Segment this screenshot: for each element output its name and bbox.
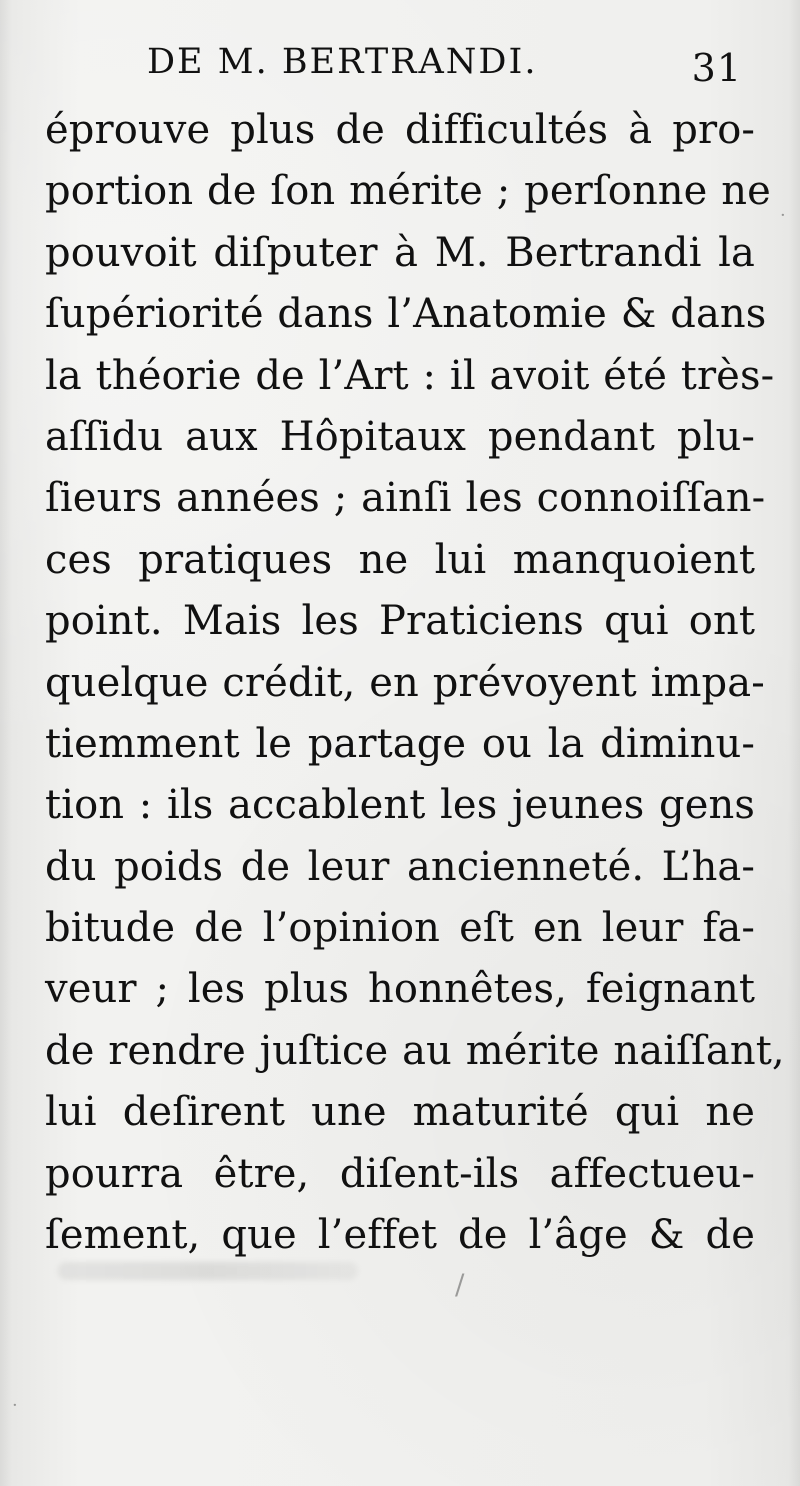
left-page-shadow (0, 0, 12, 1486)
text-line-8: ces pratiques ne lui manquoient (45, 536, 755, 583)
paper-speck: · (12, 1395, 18, 1416)
text-line-11: tiemment le partage ou la diminu- (45, 720, 755, 767)
text-line-2: portion de ſon mérite ; perſonne ne (45, 168, 771, 215)
right-page-shadow (788, 0, 800, 1486)
text-line-5: la théorie de l’Art : il avoit été très- (45, 352, 775, 399)
text-line-16: de rendre juſtice au mérite naiſſant, (45, 1027, 785, 1074)
text-line-14: bitude de l’opinion eſt en leur fa- (45, 905, 755, 952)
text-line-18: pourra être, diſent-ils affectueu- (45, 1150, 755, 1197)
text-line-15: veur ; les plus honnêtes, feignant (45, 966, 755, 1013)
paper-mark: / (455, 1268, 465, 1301)
page-body (45, 100, 785, 1266)
text-line-19: ſement, que l’effet de l’âge & de (45, 1212, 755, 1259)
text-line-13: du poids de leur ancienneté. L’ha- (45, 843, 755, 890)
text-line-7: ſieurs années ; ainſi les connoiſſan- (45, 475, 766, 522)
text-line-4: ſupériorité dans l’Anatomie & dans (45, 291, 767, 338)
text-line-6: aſſidu aux Hôpitaux pendant plu- (45, 413, 755, 460)
text-line-1: éprouve plus de difficultés à pro- (45, 107, 755, 153)
page-header (0, 42, 800, 102)
running-head: DE M. BERTRANDI. (147, 42, 538, 82)
text-line-3: pouvoit diſputer à M. Bertrandi la (45, 229, 755, 276)
text-line-10: quelque crédit, en prévoyent impa- (45, 659, 765, 706)
page-number: 31 (691, 46, 742, 90)
text-line-12: tion : ils accablent les jeunes gens (45, 782, 755, 829)
bleed-through-text (58, 1262, 358, 1280)
paper-speck: · (780, 205, 786, 226)
text-line-9: point. Mais les Praticiens qui ont (45, 598, 755, 645)
text-line-17: lui deſirent une maturité qui ne (45, 1089, 755, 1136)
